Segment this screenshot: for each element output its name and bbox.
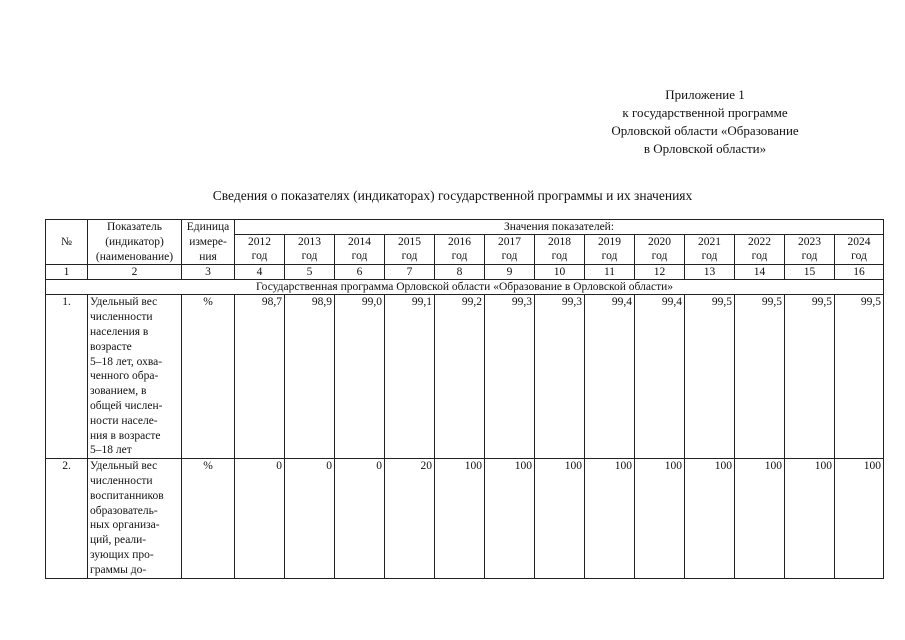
appendix-heading <box>560 86 850 158</box>
year-header-2020 <box>635 235 685 265</box>
value-cell-2023: 100 <box>785 459 835 578</box>
value-cell-2020: 99,4 <box>635 295 685 459</box>
year-suffix: год <box>551 250 568 262</box>
year-suffix: год <box>301 250 318 262</box>
row-index: 1. <box>46 295 88 459</box>
indicator-name-line: зованием, в <box>90 385 147 398</box>
value-cell-2015: 99,1 <box>385 295 435 459</box>
indicator-name-line: ности населе- <box>90 414 158 427</box>
year-header-2017 <box>485 235 535 265</box>
indicator-name-line: численности <box>90 311 153 324</box>
appendix-line: в Орловской области» <box>643 141 767 156</box>
value-cell-2018: 100 <box>535 459 585 578</box>
indicator-name-line: зующих про- <box>90 548 154 561</box>
column-number: 6 <box>335 265 385 280</box>
indicator-name-line: 5–18 лет, охва- <box>90 355 163 368</box>
appendix-line: к государственной программе <box>622 105 788 120</box>
value-cell-2019: 99,4 <box>585 295 635 459</box>
year-suffix: год <box>401 250 418 262</box>
column-number: 10 <box>535 265 585 280</box>
value-cell-2013: 0 <box>285 459 335 578</box>
year-label: 2013 <box>298 236 321 248</box>
value-cell-2014: 0 <box>335 459 385 578</box>
year-label: 2014 <box>348 236 371 248</box>
header-indicator: Показатель (индикатор) (наименование) <box>88 220 182 265</box>
year-header-2013 <box>285 235 335 265</box>
year-label: 2022 <box>748 236 771 248</box>
appendix-line: Приложение 1 <box>665 87 745 102</box>
year-header-2023 <box>785 235 835 265</box>
year-header-2021 <box>685 235 735 265</box>
year-suffix: год <box>351 250 368 262</box>
value-cell-2016: 99,2 <box>435 295 485 459</box>
column-number: 5 <box>285 265 335 280</box>
row-index: 2. <box>46 459 88 578</box>
indicator-name <box>88 459 182 578</box>
table-row <box>46 295 884 459</box>
year-label: 2021 <box>698 236 721 248</box>
year-header-2012 <box>235 235 285 265</box>
indicator-name-line: ченного обра- <box>90 370 159 383</box>
column-number: 9 <box>485 265 535 280</box>
year-suffix: год <box>451 250 468 262</box>
value-cell-2021: 100 <box>685 459 735 578</box>
value-cell-2024: 100 <box>835 459 884 578</box>
value-cell-2024: 99,5 <box>835 295 884 459</box>
column-number: 13 <box>685 265 735 280</box>
header-number: № <box>46 220 88 265</box>
value-cell-2012: 98,7 <box>235 295 285 459</box>
year-suffix: год <box>501 250 518 262</box>
value-cell-2013: 98,9 <box>285 295 335 459</box>
indicator-name <box>88 295 182 459</box>
value-cell-2022: 100 <box>735 459 785 578</box>
column-number: 3 <box>182 265 235 280</box>
indicator-name-line: ния в возрасте <box>90 429 161 442</box>
value-cell-2023: 99,5 <box>785 295 835 459</box>
year-header-2014 <box>335 235 385 265</box>
column-number: 7 <box>385 265 435 280</box>
column-number: 1 <box>46 265 88 280</box>
column-number: 4 <box>235 265 285 280</box>
year-suffix: год <box>851 250 867 262</box>
section-row <box>46 280 884 295</box>
year-suffix: год <box>701 250 718 262</box>
year-header-2015 <box>385 235 435 265</box>
value-cell-2021: 99,5 <box>685 295 735 459</box>
year-header-2018 <box>535 235 585 265</box>
indicators-table <box>45 219 884 579</box>
column-number: 12 <box>635 265 685 280</box>
indicator-name-line: образователь- <box>90 504 158 517</box>
header-unit: Единица измере-ния <box>182 220 235 265</box>
year-header-2019 <box>585 235 635 265</box>
unit-cell: % <box>182 459 235 578</box>
column-number: 11 <box>585 265 635 280</box>
value-cell-2022: 99,5 <box>735 295 785 459</box>
column-number: 14 <box>735 265 785 280</box>
value-cell-2020: 100 <box>635 459 685 578</box>
section-title: Государственная программа Орловской области «Образование в Орловской области» <box>46 280 884 295</box>
year-label: 2015 <box>398 236 421 248</box>
year-suffix: год <box>651 250 668 262</box>
indicator-name-line: возрасте <box>90 340 132 353</box>
indicator-name-line: 5–18 лет <box>90 444 132 457</box>
value-cell-2017: 100 <box>485 459 535 578</box>
year-suffix: год <box>801 250 818 262</box>
indicator-name-line: населения в <box>90 325 149 338</box>
year-label: 2023 <box>798 236 821 248</box>
year-header-2016 <box>435 235 485 265</box>
appendix-line: Орловской области «Образование <box>611 123 799 138</box>
indicator-name-line: численности <box>90 474 153 487</box>
indicator-name-line: ций, реали- <box>90 534 147 547</box>
year-suffix: год <box>751 250 768 262</box>
year-label: 2012 <box>248 236 271 248</box>
header-row <box>46 220 884 235</box>
value-cell-2019: 100 <box>585 459 635 578</box>
value-cell-2015: 20 <box>385 459 435 578</box>
indicator-name-line: Удельный вес <box>90 296 158 309</box>
value-cell-2018: 99,3 <box>535 295 585 459</box>
year-suffix: год <box>601 250 618 262</box>
indicator-name-line: ных организа- <box>90 519 160 532</box>
year-label: 2016 <box>448 236 471 248</box>
table-row <box>46 459 884 578</box>
header-values-group: Значения показателей: <box>235 220 884 235</box>
column-number: 16 <box>835 265 884 280</box>
unit-cell: % <box>182 295 235 459</box>
value-cell-2014: 99,0 <box>335 295 385 459</box>
indicator-name-line: воспитанников <box>90 489 164 502</box>
column-number: 2 <box>88 265 182 280</box>
year-header-2022 <box>735 235 785 265</box>
indicator-name-line: граммы до- <box>90 563 147 576</box>
year-label: 2018 <box>548 236 571 248</box>
column-number: 15 <box>785 265 835 280</box>
year-suffix: год <box>251 250 268 262</box>
indicator-name-line: общей числен- <box>90 399 163 412</box>
column-numbers-row <box>46 265 884 280</box>
column-number: 8 <box>435 265 485 280</box>
value-cell-2012: 0 <box>235 459 285 578</box>
year-label: 2024 <box>847 236 871 248</box>
year-label: 2019 <box>598 236 621 248</box>
year-label: 2020 <box>648 236 671 248</box>
value-cell-2017: 99,3 <box>485 295 535 459</box>
document-title: Сведения о показателях (индикаторах) государственной программы и их значениях <box>212 188 693 203</box>
value-cell-2016: 100 <box>435 459 485 578</box>
year-header-2024 <box>835 235 884 265</box>
indicator-name-line: Удельный вес <box>90 460 158 473</box>
year-label: 2017 <box>498 236 521 248</box>
